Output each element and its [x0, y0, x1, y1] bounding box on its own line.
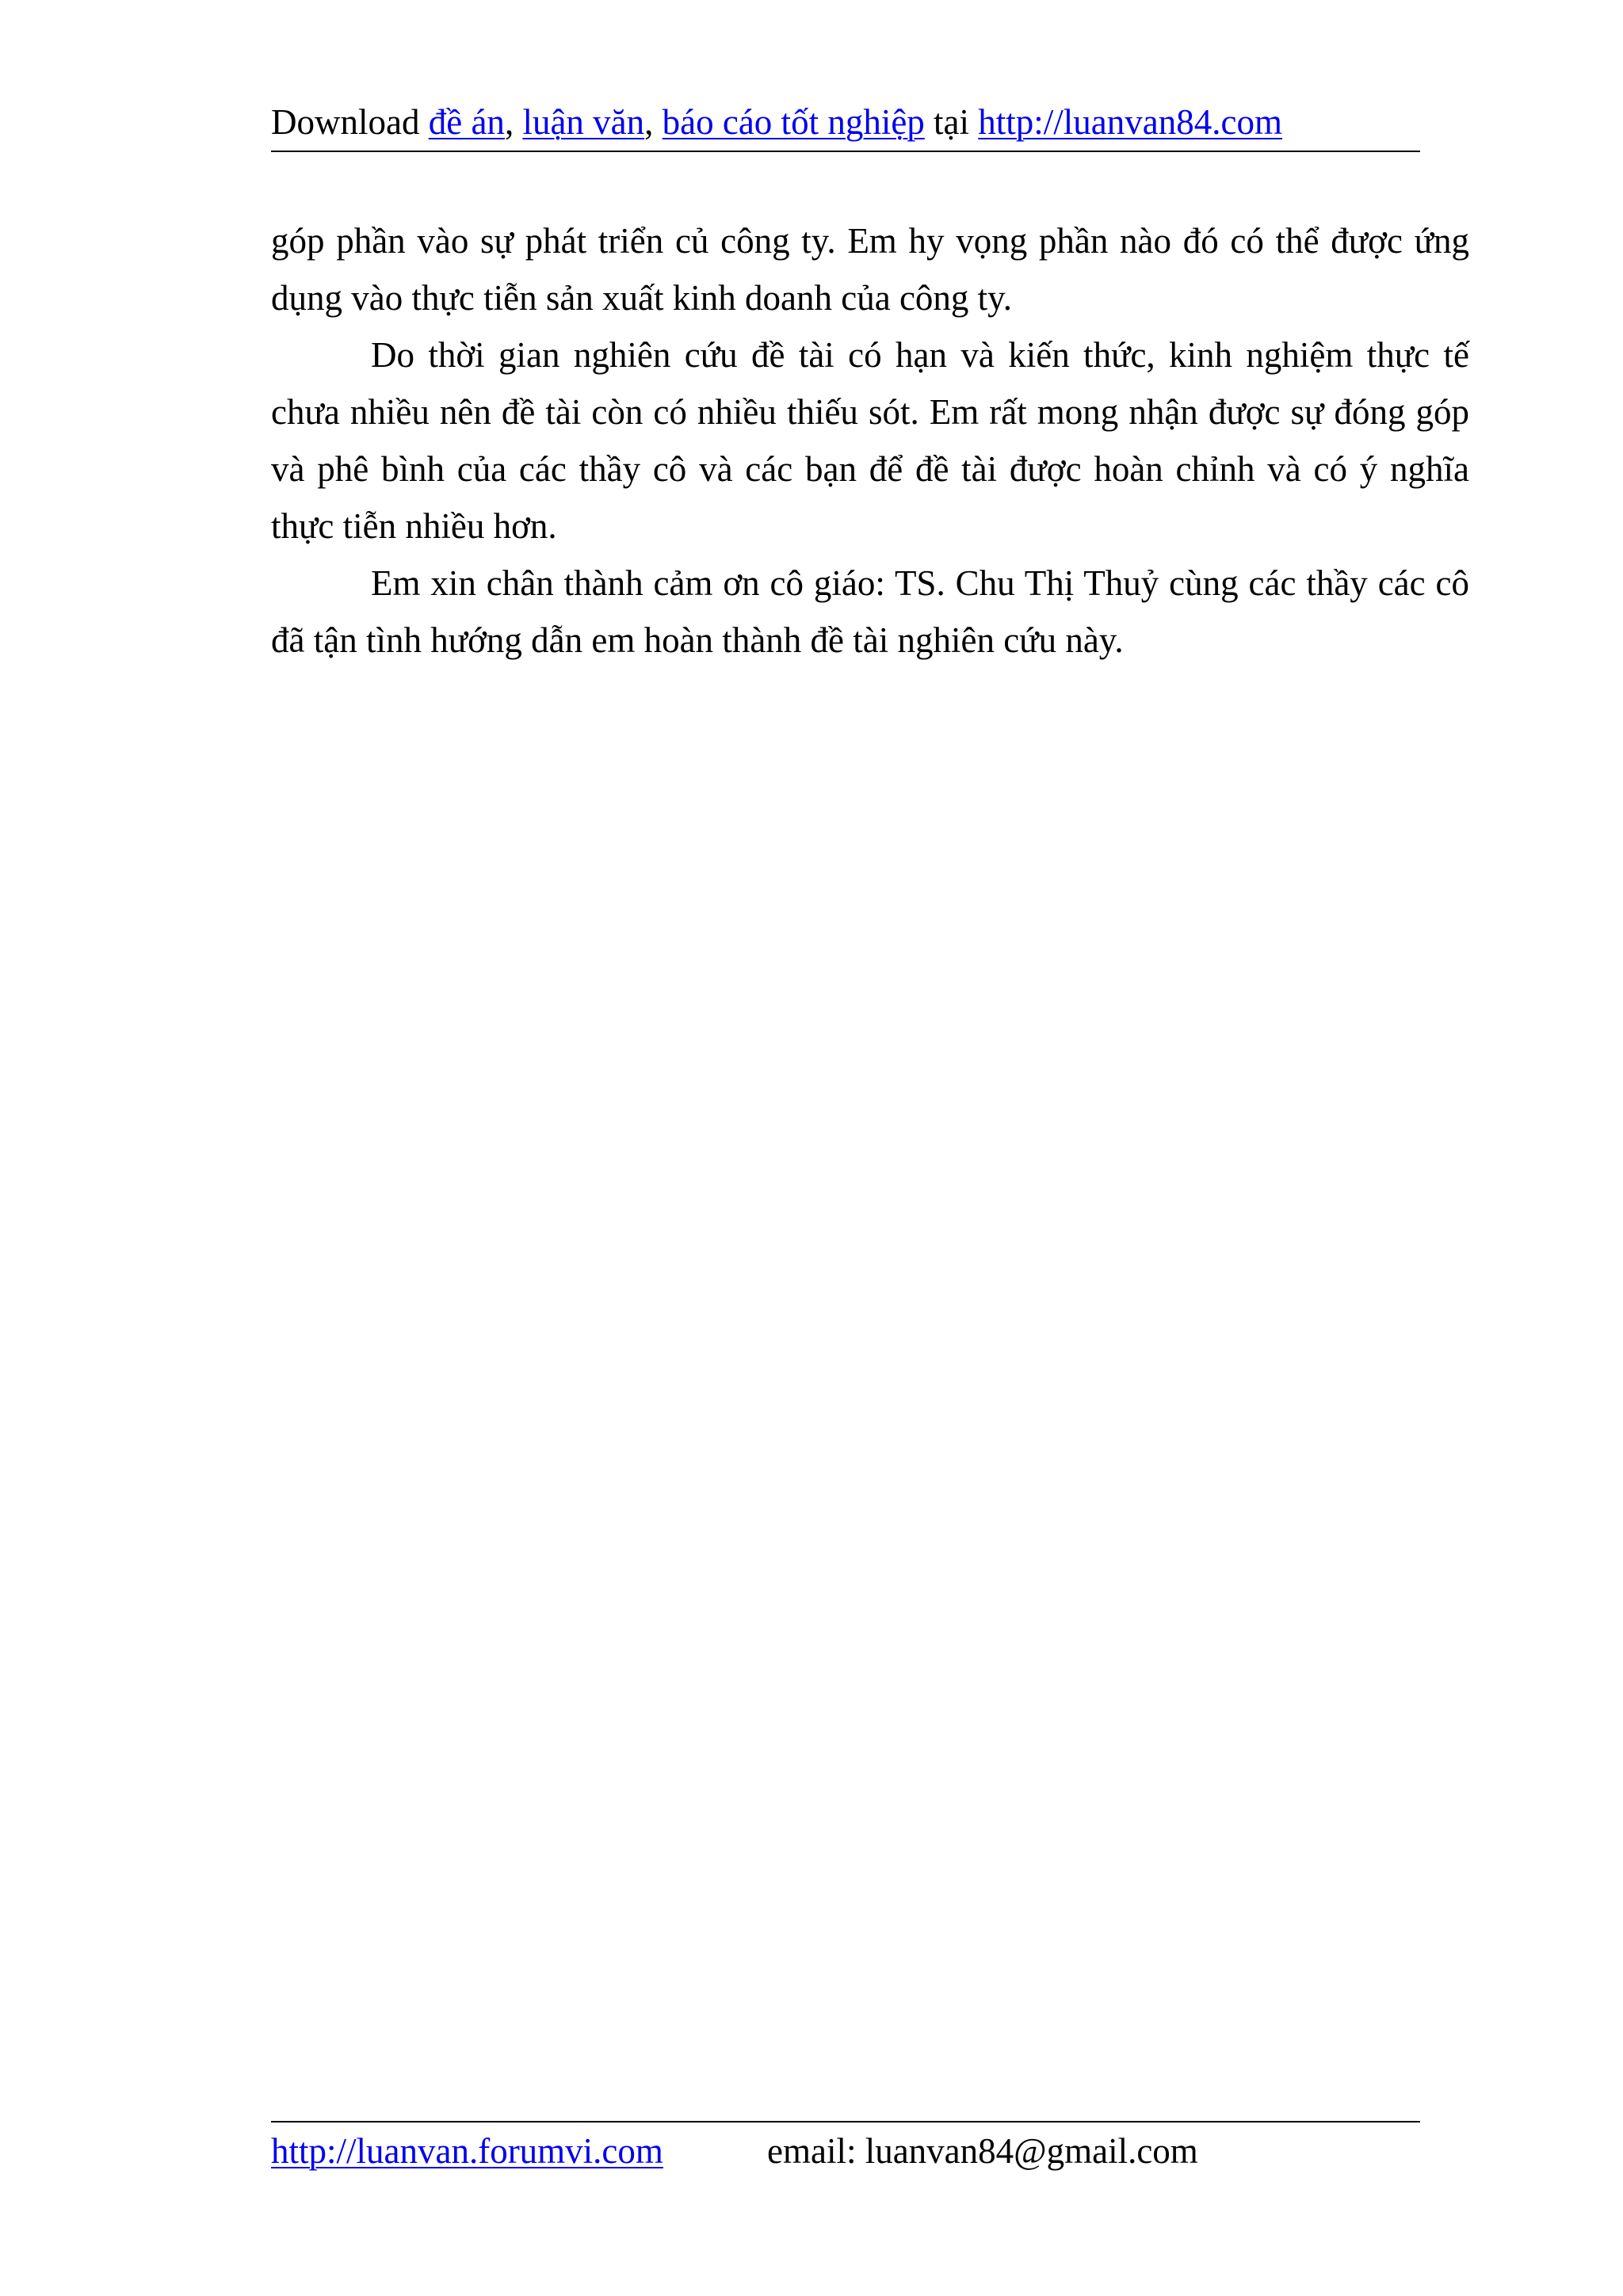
link-bao-cao-tot-nghiep[interactable]: báo cáo tốt nghiệp [662, 102, 925, 142]
header-separator: , [644, 102, 663, 142]
page-footer [271, 2122, 1420, 2180]
page-header [271, 93, 1420, 152]
footer-email: email: luanvan84@gmail.com [767, 2131, 1198, 2171]
header-separator: , [504, 102, 523, 142]
link-de-an[interactable]: đề án [428, 102, 505, 142]
link-site-url[interactable]: http://luanvan84.com [978, 102, 1282, 142]
link-luan-van[interactable]: luận văn [522, 102, 645, 142]
link-forum-url[interactable]: http://luanvan.forumvi.com [271, 2131, 663, 2171]
paragraph: góp phần vào sự phát triển củ công ty. Em hy vọng phần nào đó có thể được ứng dụng vào thực tiễn sản xuất kinh doanh của công ty. [271, 221, 1469, 318]
document-body [271, 212, 1469, 669]
header-prefix: Download [271, 102, 429, 142]
paragraph: Do thời gian nghiên cứu đề tài có hạn và kiến thức, kinh nghiệm thực tế chưa nhiều nên đề tài còn có nhiều thiếu sót. Em rất mong nhận được sự đóng góp và phê bình của các thầy cô và các bạn để đề tài được hoàn chỉnh và có ý nghĩa thực tiễn nhiều hơn. [271, 335, 1469, 546]
paragraph: Em xin chân thành cảm ơn cô giáo: TS. Chu Thị Thuỷ cùng các thầy các cô đã tận tình hướng dẫn em hoàn thành đề tài nghiên cứu này. [271, 563, 1469, 660]
header-middle-text: tại [924, 102, 979, 142]
